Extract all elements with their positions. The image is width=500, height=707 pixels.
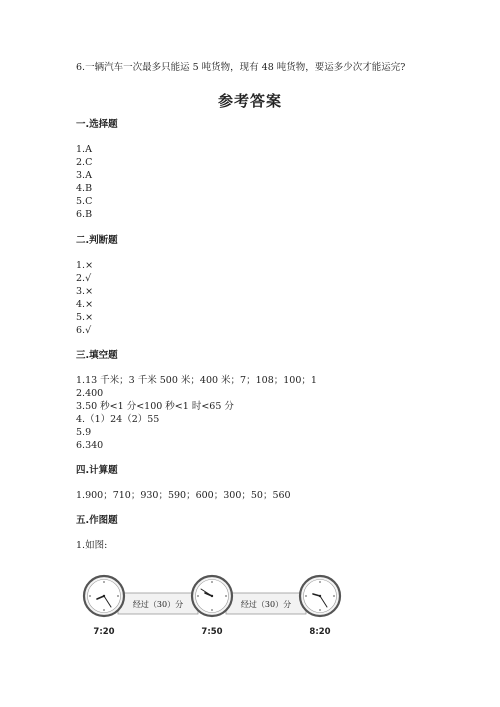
answer-line: 1.13 千米；3 千米 500 米；400 米；7；108；100；1 [76, 375, 317, 386]
section-heading-judge: 二.判断题 [76, 235, 118, 246]
section-heading-choice: 一.选择题 [76, 119, 118, 130]
answer-line: 3.× [76, 286, 94, 297]
clock-figure [80, 568, 350, 638]
answer-line: 2.C [76, 157, 93, 168]
answer-line: 2.400 [76, 388, 104, 399]
answer-line: 4.B [76, 183, 93, 194]
clock-time-label: 7:50 [201, 627, 223, 637]
clock-time-label: 8:20 [309, 627, 331, 637]
answer-line: 4.× [76, 299, 94, 310]
clock-icon [192, 576, 232, 616]
section-heading-calc: 四.计算题 [76, 465, 118, 476]
answer-line: 6.B [76, 209, 93, 220]
answer-line: 6.√ [76, 325, 92, 336]
clock-icon [300, 576, 340, 616]
answer-line: 1.× [76, 260, 94, 271]
answer-line: 5.C [76, 196, 93, 207]
answer-line: 6.340 [76, 440, 104, 451]
arrow-label: 经过（30）分 [240, 600, 292, 609]
answer-line: 1.如图: [76, 540, 108, 551]
answer-line: 5.× [76, 312, 94, 323]
clock-icon [84, 576, 124, 616]
answer-line: 1.900；710；930；590；600；300；50；560 [76, 490, 291, 501]
answer-line: 3.A [76, 170, 92, 181]
answer-line: 4.（1）24（2）55 [76, 414, 160, 425]
section-heading-fill: 三.填空题 [76, 350, 118, 361]
clock-time-label: 7:20 [93, 627, 115, 637]
answer-line: 5.9 [76, 427, 92, 438]
section-heading-draw: 五.作图题 [76, 515, 118, 526]
question-6: 6.一辆汽车一次最多只能运 5 吨货物，现有 48 吨货物，要运多少次才能运完? [76, 62, 406, 73]
page-title: 参考答案 [217, 92, 282, 110]
answer-line: 2.√ [76, 273, 92, 284]
answer-line: 3.50 秒<1 分<100 秒<1 时<65 分 [76, 401, 234, 412]
answer-line: 1.A [76, 144, 92, 155]
arrow-label: 经过（30）分 [132, 600, 184, 609]
